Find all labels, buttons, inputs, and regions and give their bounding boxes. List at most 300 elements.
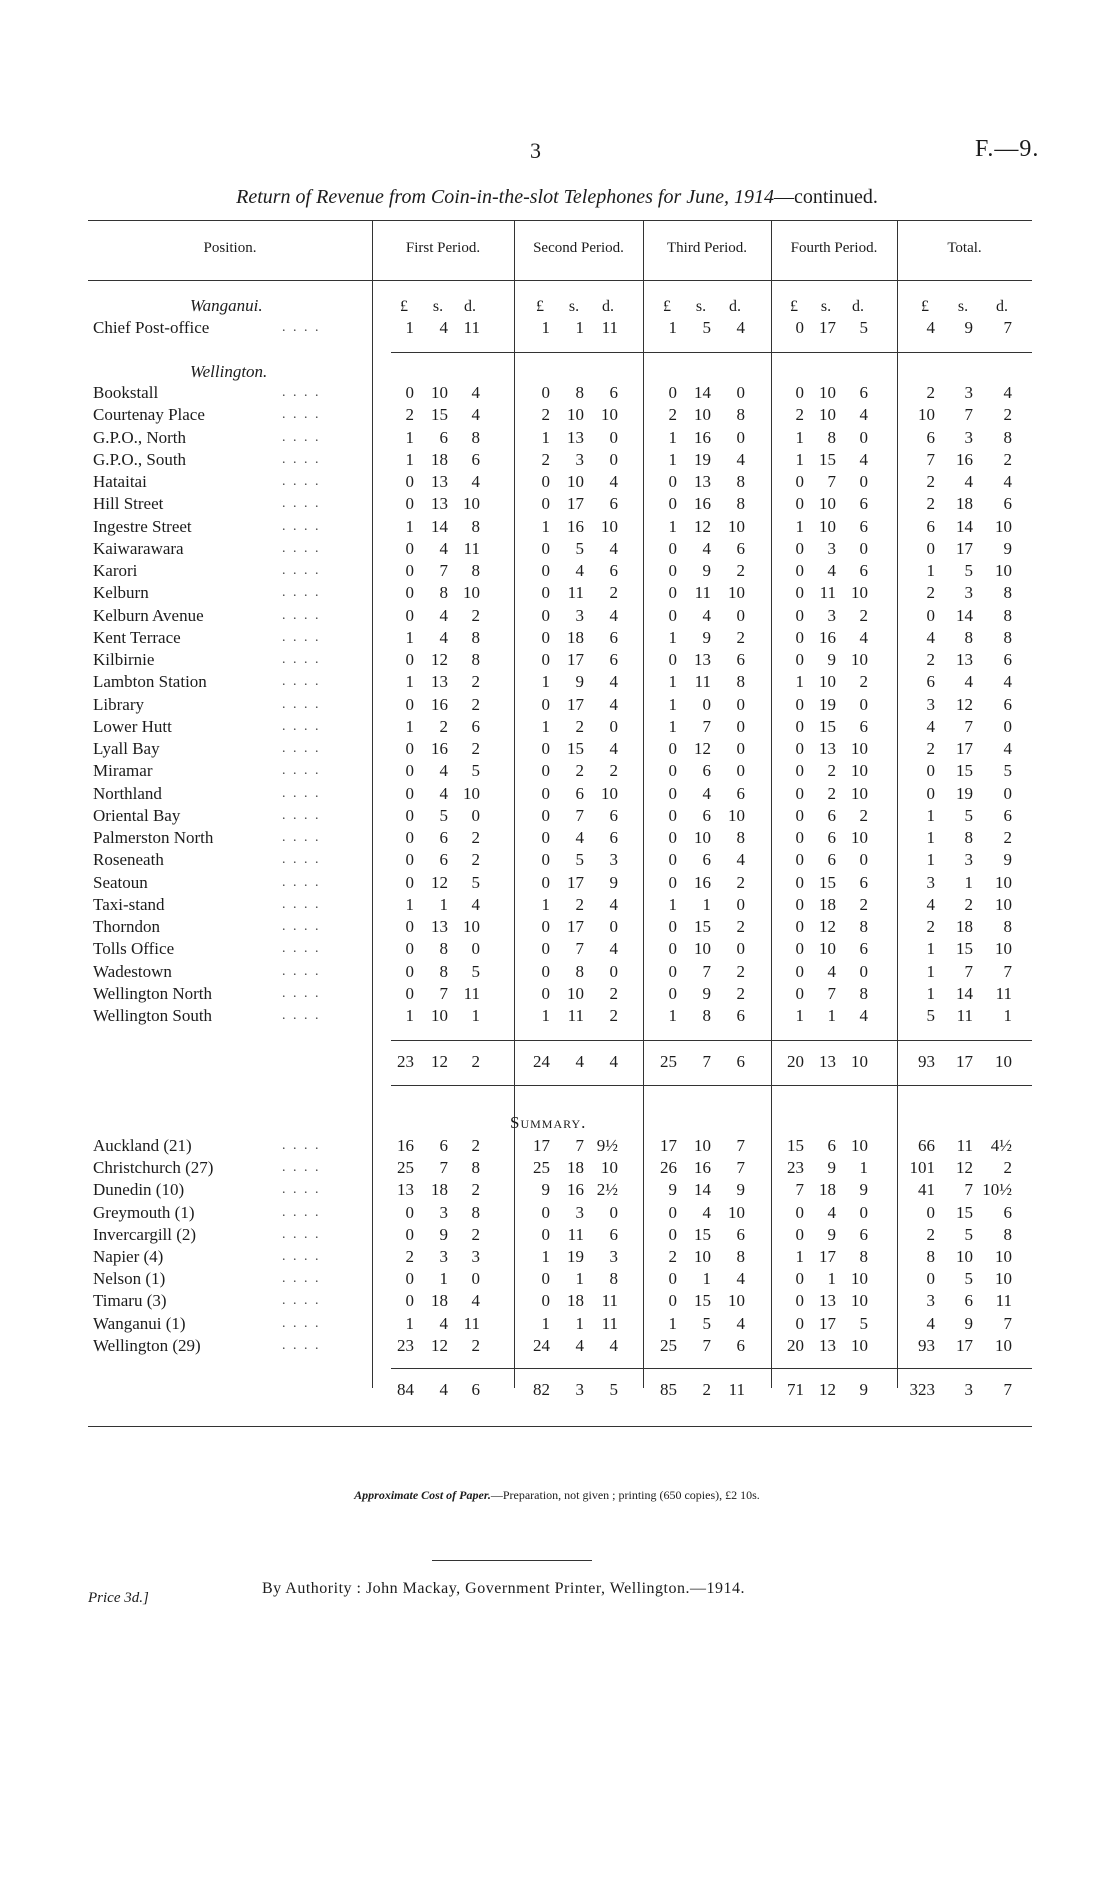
table-row-value: 1 xyxy=(926,828,935,847)
table-row-value: 1 xyxy=(795,449,804,469)
table-row-value: 4 xyxy=(439,783,448,803)
table-row-value: 0 xyxy=(926,783,935,803)
summary-row-value: 20 xyxy=(787,1335,804,1355)
table-row-value: 4 xyxy=(736,449,745,469)
summary-row-value: 17 xyxy=(660,1136,677,1155)
table-row-value: 0 xyxy=(795,383,804,402)
summary-row-value: 9 xyxy=(541,1180,550,1200)
table-row-value: 13 xyxy=(431,917,448,936)
summary-row-value: 2 xyxy=(471,1335,480,1355)
table-row-value: 11 xyxy=(956,1006,973,1025)
table-row-value: 15 xyxy=(956,939,973,959)
summary-row-value: 0 xyxy=(668,1202,677,1222)
price-note: Price 3d.] xyxy=(88,1590,149,1606)
table-row-value: 0 xyxy=(405,917,414,936)
table-row-value: 4 xyxy=(926,318,935,337)
unit-label: £ xyxy=(400,298,408,315)
summary-row-value: 10 xyxy=(694,1247,711,1266)
leader-dots: . . . . xyxy=(282,963,321,979)
table-row-value: 5 xyxy=(471,961,480,981)
leader-dots: . . . . xyxy=(282,563,321,578)
leader-dots: . . . . xyxy=(282,540,321,556)
table-row-value: 0 xyxy=(541,694,550,714)
table-row-label: Karori xyxy=(93,561,138,580)
table-row-value: 6 xyxy=(926,516,935,536)
table-row-value: 0 xyxy=(668,805,677,825)
table-row-value: 2 xyxy=(859,672,868,692)
table-row-value: 0 xyxy=(795,761,804,781)
table-row-value: 15 xyxy=(819,872,836,892)
summary-row-value: 1 xyxy=(702,1269,711,1289)
summary-row-value: 7 xyxy=(736,1136,745,1155)
table-row-value: 3 xyxy=(609,850,618,870)
table-row-value: 12 xyxy=(956,694,973,714)
table-row-value: 2 xyxy=(926,494,935,514)
leader-dots: . . . . xyxy=(282,429,321,445)
table-bottom-rule xyxy=(88,1426,1032,1427)
table-row-value: 2 xyxy=(471,828,480,847)
summary-row-value: 0 xyxy=(668,1291,677,1311)
summary-row-value: 7 xyxy=(1003,1313,1012,1333)
table-row-value: 0 xyxy=(541,383,550,402)
summary-row-value: 10 xyxy=(851,1335,868,1355)
table-row-value: 0 xyxy=(736,894,745,914)
table-row-label: Wellington North xyxy=(93,983,213,1003)
table-row-value: 13 xyxy=(567,427,584,447)
table-row-value: 13 xyxy=(819,739,836,758)
summary-row-value: 16 xyxy=(694,1158,711,1178)
leader-dots: . . . . xyxy=(282,852,321,868)
summary-row-value: 4½ xyxy=(990,1136,1012,1155)
summary-total-row-value: 4 xyxy=(439,1380,448,1399)
table-row-value: 6 xyxy=(702,761,711,781)
table-row-value: 11 xyxy=(463,983,480,1003)
unit-label: s. xyxy=(695,298,707,315)
table-row-value: 0 xyxy=(541,761,550,781)
subtotal-row-value: 20 xyxy=(787,1052,804,1071)
summary-row-value: 8 xyxy=(859,1247,868,1266)
summary-row-value: 15 xyxy=(956,1202,973,1222)
table-row-value: 10 xyxy=(819,939,836,959)
table-row-label: Thorndon xyxy=(93,917,161,936)
table-row-value: 8 xyxy=(439,961,448,981)
unit-label: £ xyxy=(536,298,544,315)
table-row-value: 2 xyxy=(609,583,618,603)
summary-row-value: 4 xyxy=(736,1269,745,1289)
table-row-value: 11 xyxy=(819,583,836,603)
table-row-value: 17 xyxy=(567,917,584,936)
table-row-value: 7 xyxy=(702,961,711,981)
table-row-value: 6 xyxy=(859,383,868,402)
table-row-value: 9 xyxy=(964,318,973,337)
header-bottom-rule xyxy=(88,280,1032,281)
table-row-value: 0 xyxy=(702,694,711,714)
table-row-value: 2 xyxy=(439,716,448,736)
table-row-value: 0 xyxy=(668,828,677,847)
table-row-label: Kent Terrace xyxy=(93,627,181,647)
table-row-value: 12 xyxy=(431,872,448,892)
summary-row-value: 0 xyxy=(405,1224,414,1244)
table-row-value: 8 xyxy=(575,383,584,402)
table-row-value: 1 xyxy=(668,694,677,714)
table-row-value: 4 xyxy=(926,627,935,647)
summary-row-value: 10 xyxy=(601,1158,618,1178)
table-row-value: 4 xyxy=(609,672,618,692)
summary-row-value: 1 xyxy=(795,1247,804,1266)
table-row-value: 0 xyxy=(795,850,804,870)
unit-label: £ xyxy=(663,298,671,315)
table-row-value: 4 xyxy=(609,605,618,625)
table-row-value: 17 xyxy=(956,739,973,758)
table-row-value: 4 xyxy=(471,472,480,491)
table-row-value: 4 xyxy=(439,627,448,647)
table-row-value: 3 xyxy=(575,605,584,625)
summary-row-value: 0 xyxy=(668,1224,677,1244)
table-row-value: 4 xyxy=(609,939,618,959)
table-row-value: 0 xyxy=(541,850,550,870)
table-row-value: 0 xyxy=(795,828,804,847)
table-row-value: 0 xyxy=(795,538,804,558)
table-row-value: 6 xyxy=(859,561,868,580)
summary-row-value: 10 xyxy=(851,1269,868,1289)
table-row-value: 15 xyxy=(694,917,711,936)
table-row-value: 0 xyxy=(609,716,618,736)
table-row-value: 0 xyxy=(405,828,414,847)
table-row-value: 10 xyxy=(694,405,711,425)
summary-row-value: 5 xyxy=(702,1313,711,1333)
table-row-label: Oriental Bay xyxy=(93,805,181,825)
table-row-value: 1 xyxy=(541,318,550,337)
summary-row-value: 3 xyxy=(471,1247,480,1266)
summary-row-value: 13 xyxy=(819,1335,836,1355)
summary-row-value: 3 xyxy=(575,1202,584,1222)
table-row-value: 0 xyxy=(859,472,868,491)
table-row-value: 6 xyxy=(439,828,448,847)
table-row-value: 18 xyxy=(567,627,584,647)
table-row-value: 4 xyxy=(471,383,480,402)
table-row-value: 2 xyxy=(926,472,935,491)
summary-row-value: 4 xyxy=(575,1335,584,1355)
summary-row-label: Wellington (29) xyxy=(93,1335,201,1355)
summary-row-value: 9½ xyxy=(596,1136,618,1155)
table-row-value: 10 xyxy=(851,583,868,603)
summary-row-value: 17 xyxy=(533,1136,550,1155)
summary-row-value: 9 xyxy=(668,1180,677,1200)
leader-dots: . . . . xyxy=(282,1138,321,1153)
summary-row-value: 1 xyxy=(668,1313,677,1333)
table-row-value: 0 xyxy=(405,805,414,825)
summary-row-label: Dunedin (10) xyxy=(93,1180,185,1200)
summary-row-value: 6 xyxy=(736,1224,745,1244)
table-row-value: 16 xyxy=(694,427,711,447)
table-row-value: 9 xyxy=(702,561,711,580)
table-row-value: 0 xyxy=(609,917,618,936)
summary-row-value: 0 xyxy=(859,1202,868,1222)
summary-row-value: 8 xyxy=(471,1158,480,1178)
page-number: 3 xyxy=(530,138,541,163)
summary-row-value: 8 xyxy=(926,1247,935,1266)
table-row-value: 6 xyxy=(859,939,868,959)
table-row-value: 10 xyxy=(694,939,711,959)
header-position: Position. xyxy=(203,240,257,256)
table-row-value: 7 xyxy=(964,961,973,981)
summary-row-value: 25 xyxy=(660,1335,677,1355)
summary-row-value: 9 xyxy=(827,1158,836,1178)
leader-dots: . . . . xyxy=(282,718,321,734)
table-row-value: 1 xyxy=(471,1006,480,1025)
leader-dots: . . . . xyxy=(282,785,321,801)
table-row-value: 10 xyxy=(463,583,480,603)
table-row-value: 15 xyxy=(956,761,973,781)
summary-row-value: 3 xyxy=(926,1291,935,1311)
table-row-value: 2 xyxy=(926,583,935,603)
table-row-value: 4 xyxy=(609,472,618,491)
table-row-value: 0 xyxy=(859,538,868,558)
subtotal-row-value: 10 xyxy=(851,1052,868,1071)
table-row-value: 0 xyxy=(736,716,745,736)
summary-row-label: Wanganui (1) xyxy=(93,1313,186,1333)
table-row-value: 19 xyxy=(694,449,711,469)
summary-row-value: 1 xyxy=(575,1269,584,1289)
table-row-value: 14 xyxy=(956,983,973,1003)
table-row-value: 1 xyxy=(405,516,414,536)
summary-row-value: 9 xyxy=(964,1313,973,1333)
table-row-label: Tolls Office xyxy=(93,939,175,959)
table-row-value: 6 xyxy=(736,1006,745,1025)
table-row-value: 2 xyxy=(926,383,935,402)
summary-row-value: 0 xyxy=(541,1224,550,1244)
summary-row-value: 4 xyxy=(702,1202,711,1222)
table-row-value: 10 xyxy=(851,828,868,847)
summary-row-value: 9 xyxy=(859,1180,868,1200)
leader-dots: . . . . xyxy=(282,807,321,823)
unit-label: d. xyxy=(996,298,1008,315)
leader-dots: . . . . xyxy=(282,1293,321,1309)
table-row-value: 7 xyxy=(575,805,584,825)
table-row-value: 1 xyxy=(405,427,414,447)
table-row-value: 16 xyxy=(956,449,973,469)
table-row-value: 0 xyxy=(668,583,677,603)
summary-row-value: 2 xyxy=(471,1136,480,1155)
table-row-value: 2 xyxy=(859,894,868,914)
summary-row-value: 8 xyxy=(609,1269,618,1289)
leader-dots: . . . . xyxy=(282,1182,321,1198)
table-row-label: Lambton Station xyxy=(93,672,207,692)
table-row-value: 0 xyxy=(1003,716,1012,736)
table-row-value: 5 xyxy=(575,850,584,870)
summary-total-row-value: 11 xyxy=(728,1380,745,1399)
table-row-value: 0 xyxy=(795,716,804,736)
table-row-value: 19 xyxy=(956,783,973,803)
summary-row-value: 0 xyxy=(795,1202,804,1222)
table-row-value: 0 xyxy=(405,538,414,558)
summary-row-value: 0 xyxy=(795,1269,804,1289)
table-row-value: 0 xyxy=(541,561,550,580)
leader-dots: . . . . xyxy=(282,629,321,645)
table-row-label: Chief Post-office xyxy=(93,318,210,337)
table-row-value: 2 xyxy=(575,894,584,914)
summary-row-value: 16 xyxy=(397,1136,414,1155)
summary-row-label: Christchurch (27) xyxy=(93,1158,214,1178)
table-row-value: 6 xyxy=(827,850,836,870)
leader-dots: . . . . xyxy=(282,896,321,912)
summary-row-value: 0 xyxy=(609,1202,618,1222)
table-row-value: 4 xyxy=(827,961,836,981)
summary-row-value: 5 xyxy=(964,1269,973,1289)
table-row-value: 0 xyxy=(609,449,618,469)
table-row-value: 2 xyxy=(827,761,836,781)
table-row-value: 1 xyxy=(668,427,677,447)
summary-row-value: 12 xyxy=(431,1335,448,1355)
table-row-value: 6 xyxy=(827,805,836,825)
table-row-value: 2 xyxy=(1003,828,1012,847)
table-row-value: 2 xyxy=(471,605,480,625)
table-row-value: 10 xyxy=(567,405,584,425)
table-row-value: 0 xyxy=(405,561,414,580)
unit-label: d. xyxy=(729,298,741,315)
table-row-value: 0 xyxy=(668,761,677,781)
summary-row-value: 8 xyxy=(1003,1224,1012,1244)
table-row-value: 8 xyxy=(702,1006,711,1025)
summary-row-value: 8 xyxy=(736,1247,745,1266)
summary-row-value: 0 xyxy=(668,1269,677,1289)
table-row-label: Kelburn Avenue xyxy=(93,605,204,625)
table-row-value: 0 xyxy=(541,583,550,603)
page-title xyxy=(0,186,1114,209)
table-row-value: 4 xyxy=(1003,472,1012,491)
summary-row-value: 6 xyxy=(1003,1202,1012,1222)
table-row-value: 13 xyxy=(694,650,711,669)
table-row-value: 6 xyxy=(471,449,480,469)
leader-dots: . . . . xyxy=(282,874,321,890)
table-row-value: 0 xyxy=(541,939,550,959)
table-row-value: 1 xyxy=(795,427,804,447)
table-row-value: 2 xyxy=(926,650,935,669)
table-row-value: 13 xyxy=(431,494,448,514)
table-row-value: 1 xyxy=(926,961,935,981)
table-row-value: 1 xyxy=(668,894,677,914)
table-row-value: 5 xyxy=(439,805,448,825)
table-row-value: 0 xyxy=(668,872,677,892)
summary-row-value: 3 xyxy=(609,1247,618,1266)
summary-row-value: 10 xyxy=(995,1247,1012,1266)
summary-title: Summary. xyxy=(510,1113,587,1132)
summary-row-value: 7 xyxy=(439,1158,448,1178)
table-row-value: 16 xyxy=(567,516,584,536)
table-row-value: 14 xyxy=(694,383,711,402)
table-row-value: 11 xyxy=(995,983,1012,1003)
table-row-value: 10 xyxy=(463,783,480,803)
table-row-label: Hill Street xyxy=(93,494,164,514)
leader-dots: . . . . xyxy=(282,1271,321,1287)
summary-row-value: 66 xyxy=(918,1136,935,1155)
summary-total-row-value: 82 xyxy=(533,1380,550,1399)
summary-row-value: 0 xyxy=(405,1269,414,1289)
leader-dots: . . . . xyxy=(282,385,321,400)
table-row-value: 1 xyxy=(668,449,677,469)
table-row-value: 1 xyxy=(964,872,973,892)
table-row-value: 0 xyxy=(795,961,804,981)
table-row-label: Kaiwarawara xyxy=(93,538,184,558)
table-row-value: 10 xyxy=(463,494,480,514)
summary-row-value: 18 xyxy=(431,1180,448,1200)
subtotal-row-value: 4 xyxy=(575,1052,584,1071)
leader-dots: . . . . xyxy=(282,1249,321,1264)
table-row-value: 0 xyxy=(541,805,550,825)
unit-label: d. xyxy=(464,298,476,315)
column-divider xyxy=(643,220,644,1388)
summary-row-value: 2 xyxy=(471,1180,480,1200)
table-row-value: 2 xyxy=(471,672,480,692)
table-row-value: 0 xyxy=(736,939,745,959)
table-row-value: 18 xyxy=(819,894,836,914)
table-row-value: 10 xyxy=(694,828,711,847)
summary-row-value: 9 xyxy=(439,1224,448,1244)
table-row-value: 10 xyxy=(819,405,836,425)
table-row-value: 6 xyxy=(609,494,618,514)
table-row-value: 0 xyxy=(795,939,804,959)
table-row-value: 16 xyxy=(694,872,711,892)
table-row-value: 6 xyxy=(439,427,448,447)
unit-label: s. xyxy=(568,298,580,315)
summary-total-rule xyxy=(391,1368,1032,1369)
summary-row-value: 10 xyxy=(956,1247,973,1266)
unit-label: d. xyxy=(852,298,864,315)
table-row-value: 0 xyxy=(405,383,414,402)
summary-row-value: 17 xyxy=(819,1313,836,1333)
table-row-value: 0 xyxy=(405,872,414,892)
table-row-value: 10 xyxy=(918,405,935,425)
table-row-value: 2 xyxy=(575,761,584,781)
table-row-value: 5 xyxy=(702,318,711,337)
header-period-2: Second Period. xyxy=(533,240,624,256)
table-row-value: 16 xyxy=(819,627,836,647)
summary-row-value: 1 xyxy=(575,1313,584,1333)
table-row-value: 0 xyxy=(795,650,804,669)
unit-label: s. xyxy=(957,298,969,315)
leader-dots: . . . . xyxy=(282,941,321,957)
summary-row-value: 16 xyxy=(567,1180,584,1200)
leader-dots: . . . . xyxy=(282,320,321,335)
summary-row-value: 4 xyxy=(736,1313,745,1333)
table-row-value: 0 xyxy=(1003,783,1012,803)
table-row-value: 4 xyxy=(859,1006,868,1025)
title-main: Return of Revenue from Coin-in-the-slot Telephones for June, 1914 xyxy=(236,186,774,208)
table-row-value: 2 xyxy=(859,805,868,825)
summary-row-value: 18 xyxy=(819,1180,836,1200)
table-row-label: Wadestown xyxy=(93,961,172,981)
table-row-value: 1 xyxy=(827,1006,836,1025)
table-row-value: 0 xyxy=(859,961,868,981)
summary-row-value: 93 xyxy=(918,1335,935,1355)
table-row-value: 6 xyxy=(575,783,584,803)
table-row-value: 10 xyxy=(601,405,618,425)
summary-row-value: 3 xyxy=(439,1202,448,1222)
table-row-label: Hataitai xyxy=(93,472,147,491)
summary-row-value: 18 xyxy=(431,1291,448,1311)
table-row-value: 0 xyxy=(668,739,677,758)
summary-row-value: 8 xyxy=(471,1202,480,1222)
table-row-value: 0 xyxy=(541,783,550,803)
table-row-value: 0 xyxy=(405,783,414,803)
table-top-rule xyxy=(88,220,1032,221)
table-row-label: Ingestre Street xyxy=(93,516,192,536)
table-row-value: 1 xyxy=(668,716,677,736)
table-row-value: 4 xyxy=(736,850,745,870)
leader-dots: . . . . xyxy=(282,451,321,467)
table-row-value: 2 xyxy=(827,783,836,803)
table-row-value: 6 xyxy=(1003,494,1012,514)
